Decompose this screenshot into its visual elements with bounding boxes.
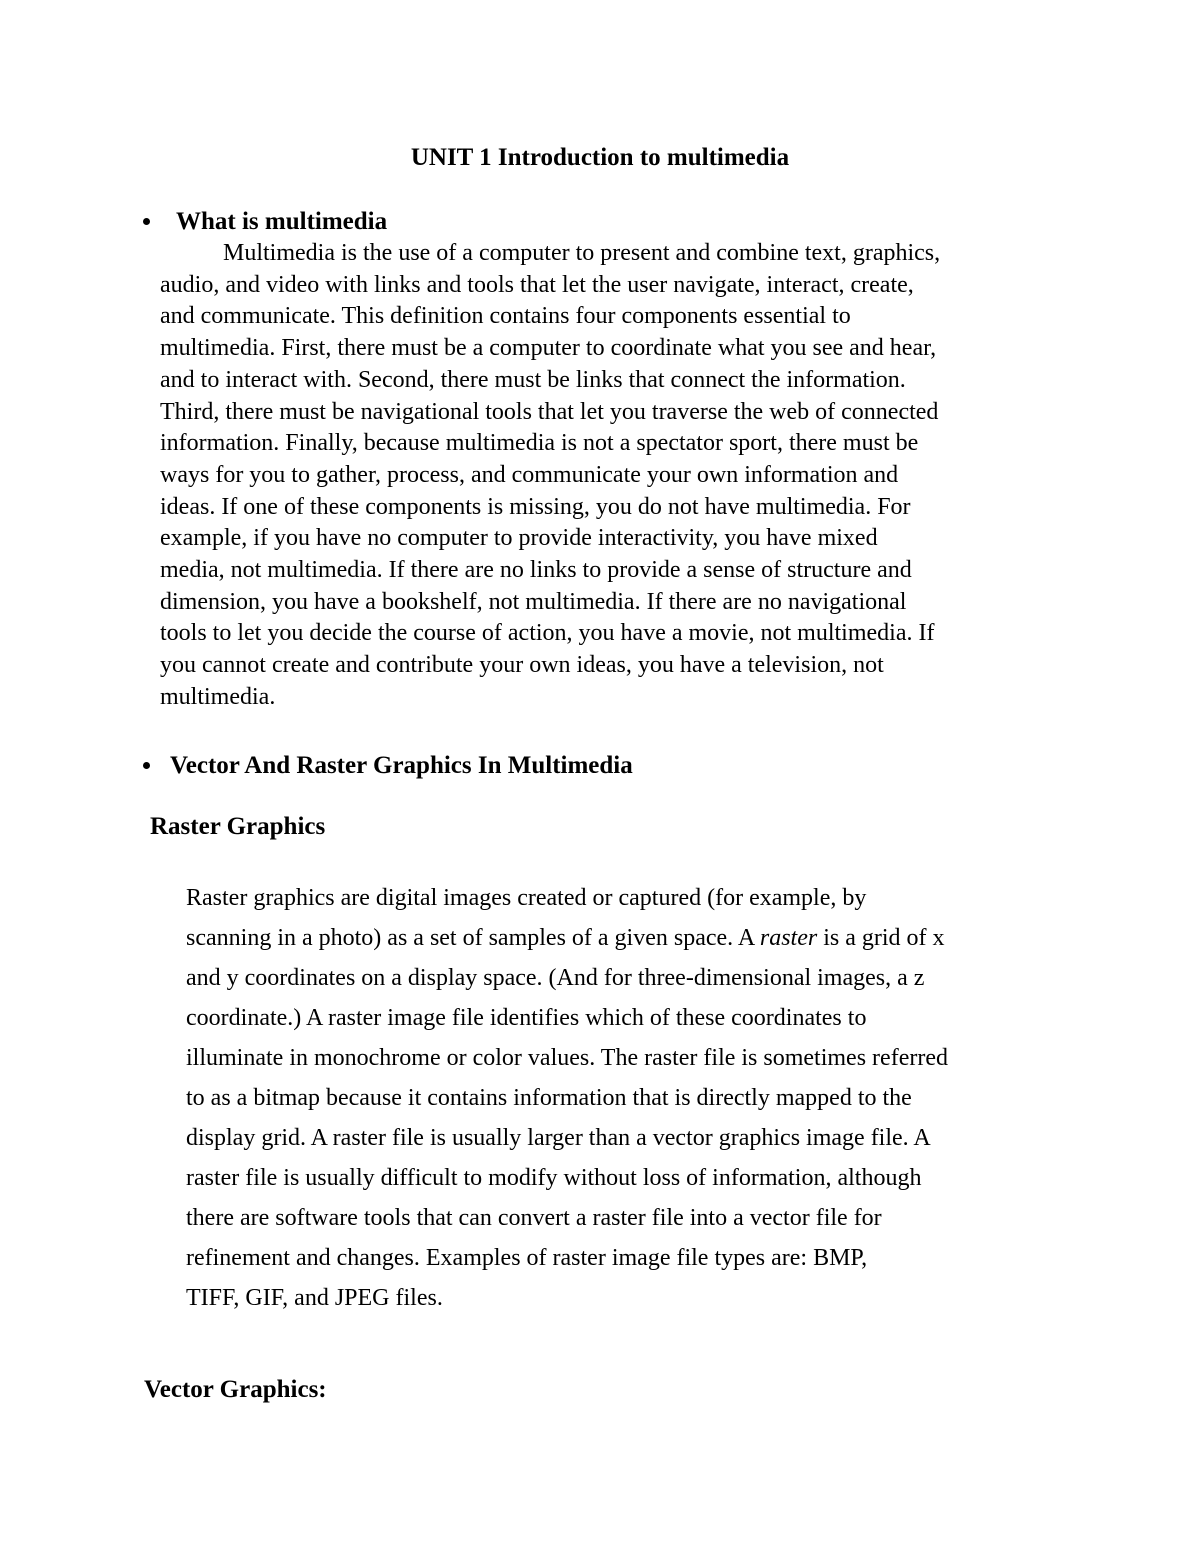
- bullet-icon: [143, 762, 150, 769]
- paragraph-line: Multimedia is the use of a computer to present and combine text, graphics,: [223, 240, 941, 266]
- paragraph-line: illuminate in monochrome or color values. The raster file is sometimes referred: [186, 1045, 948, 1071]
- paragraph-line: you cannot create and contribute your own ideas, you have a television, not: [160, 652, 884, 679]
- paragraph-line: raster file is usually difficult to modify without loss of information, although: [186, 1165, 922, 1191]
- paragraph-line: there are software tools that can convert a raster file into a vector file for: [186, 1205, 882, 1231]
- section1-paragraph: [160, 238, 1060, 714]
- paragraph-line: and y coordinates on a display space. (And for three-dimensional images, a z: [186, 965, 925, 991]
- raster-paragraph: [186, 878, 1086, 1318]
- paragraph-line: multimedia.: [160, 683, 276, 710]
- paragraph-line: Raster graphics are digital images created or captured (for example, by: [186, 885, 867, 911]
- paragraph-line: to as a bitmap because it contains information that is directly mapped to the: [186, 1085, 912, 1111]
- paragraph-line: refinement and changes. Examples of raster image file types are: BMP,: [186, 1245, 868, 1271]
- text-run: is a grid of x: [817, 925, 945, 951]
- paragraph-line: multimedia. First, there must be a computer to coordinate what you see and hear,: [160, 335, 937, 362]
- paragraph-line: Third, there must be navigational tools that let you traverse the web of connected: [160, 398, 939, 425]
- paragraph-line: audio, and video with links and tools that let the user navigate, interact, create,: [160, 271, 914, 298]
- paragraph-line: example, if you have no computer to provide interactivity, you have mixed: [160, 525, 878, 552]
- subheading-raster-graphics: Raster Graphics: [150, 813, 326, 840]
- italic-term: raster: [759, 925, 818, 951]
- paragraph-line: TIFF, GIF, and JPEG files.: [186, 1285, 443, 1311]
- paragraph-line: and communicate. This definition contains four components essential to: [160, 303, 851, 330]
- bullet-icon: [143, 218, 150, 225]
- section-heading-vector-raster: Vector And Raster Graphics In Multimedia: [170, 752, 633, 779]
- paragraph-line: ways for you to gather, process, and communicate your own information and: [160, 461, 899, 488]
- text-run: scanning in a photo) as a set of samples of a given space. A: [186, 925, 760, 951]
- section-heading-what-is-multimedia: What is multimedia: [176, 208, 388, 235]
- subheading-vector-graphics: Vector Graphics:: [144, 1376, 327, 1403]
- paragraph-line: dimension, you have a bookshelf, not multimedia. If there are no navigational: [160, 588, 907, 615]
- paragraph-line: coordinate.) A raster image file identifies which of these coordinates to: [186, 1005, 867, 1031]
- paragraph-line: display grid. A raster file is usually larger than a vector graphics image file. A: [186, 1125, 931, 1151]
- paragraph-line: tools to let you decide the course of action, you have a movie, not multimedia. If: [160, 620, 935, 647]
- paragraph-line: ideas. If one of these components is missing, you do not have multimedia. For: [160, 493, 911, 520]
- page-title: UNIT 1 Introduction to multimedia: [410, 144, 790, 171]
- paragraph-line: [186, 918, 1086, 958]
- paragraph-line: and to interact with. Second, there must be links that connect the information.: [160, 366, 906, 393]
- paragraph-line: information. Finally, because multimedia is not a spectator sport, there must be: [160, 430, 919, 457]
- paragraph-line: media, not multimedia. If there are no links to provide a sense of structure and: [160, 557, 912, 584]
